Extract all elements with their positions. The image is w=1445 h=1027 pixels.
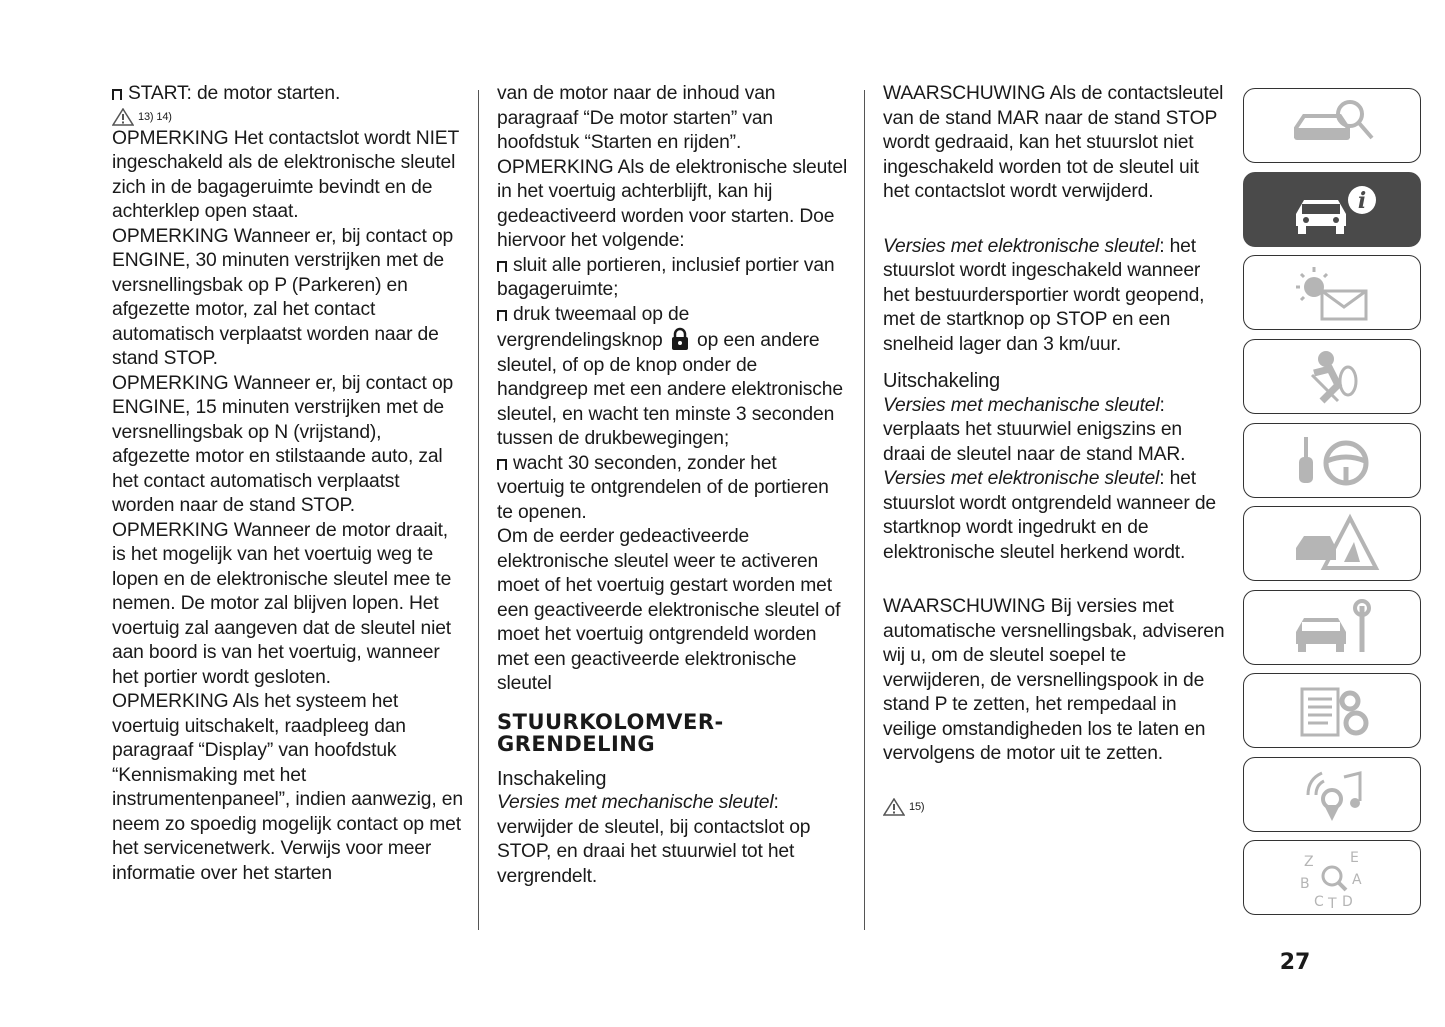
tab-technical-data[interactable] [1243,673,1421,748]
svg-text:A: A [1352,871,1362,888]
subheading: Uitschakeling [883,370,1000,392]
svg-text:D: D [1342,893,1353,910]
page-number: 27 [1279,950,1311,975]
note-paragraph: OPMERKING Als het systeem het voertuig uitschakelt, raadpleeg dan paragraaf “Display” van hoofdstuk “Kennismaking met het instrumentenpaneel”, indien aanwezig, en neem zo spoedig mogelijk contact op met het servicenetwerk. Verwijs voor meer informatie over het starten [112,691,463,884]
svg-text:E: E [1350,849,1359,866]
warning-paragraph: WAARSCHUWING Als de contactsleutel van de stand MAR naar de stand STOP wordt gedraaid, kan het stuurslot niet ingeschakeld worden tot de sleutel uit het contactslot wordt verwijderd. [883,83,1224,202]
warning-reference: 13) 14) [112,107,464,127]
subheading: Inschakeling [497,767,607,790]
airbag-safety-icon [1282,345,1382,409]
bullet-item: sluit alle portieren, inclusief portier van bagageruimte; [497,254,835,300]
multimedia-icon [1282,763,1382,827]
svg-text:Z: Z [1304,853,1314,870]
warning-triangle-icon [883,798,905,816]
column-1 [112,82,464,886]
column-divider [864,90,865,930]
svg-text:T: T [1328,895,1337,910]
warning-paragraph: WAARSCHUWING Bij versies met automatische versnellingsbak, adviseren wij u, om de sleutel soepel te verwijderen, de versnellingspook in de stand P te zetten, het rempedaal in veilige omstandigheden los te laten en vervolgens de motor uit te zetten. [883,596,1225,764]
tab-multimedia[interactable] [1243,757,1421,832]
svg-text:B: B [1300,875,1310,892]
note-paragraph: OPMERKING Als de elektronische sleutel in het voertuig achterblijft, kan hij gedeactiveerd worden voor starten. Doe hiervoor het volgende: [497,156,848,251]
section-title: STUURKOLOMVER- GRENDELING [497,709,724,756]
alphabetical-index-icon [1282,846,1382,910]
technical-data-icon [1282,679,1382,743]
note-paragraph: OPMERKING Het contactslot wordt NIET ingeschakeld als de elektronische sleutel zich in de bagageruimte bevindt en de achterklep open staat. [112,127,459,222]
warning-reference: 15) [883,797,1228,817]
paragraph: Versies met elektronische sleutel: het stuurslot wordt ingeschakeld wanneer het bestuurdersportier wordt geopend, met de startknop op STOP en een snelheid lager dan 3 km/uur. [883,235,1205,355]
car-service-icon [1282,596,1382,660]
tab-car-search[interactable] [1243,88,1421,163]
key-steering-wheel-icon [1282,429,1382,493]
bullet-icon [497,459,507,470]
tab-index[interactable] [1243,840,1421,915]
paragraph: Versies met mechanische sleutel: verplaats het stuurwiel enigszins en draai de sleutel naar de stand MAR. [883,394,1186,465]
car-search-icon [1282,94,1382,158]
warning-lights-message-icon [1282,261,1382,325]
tab-warning-lights[interactable] [1243,255,1421,330]
bullet-icon [497,310,507,321]
note-paragraph: OPMERKING Wanneer er, bij contact op ENGINE, 30 minuten verstrijken met de versnellingsbak op P (Parkeren) en afgezette motor, zal het contact automatisch verplaatst worden naar de stand STOP. [112,225,454,369]
bullet-icon [497,261,507,272]
bullet-item: wacht 30 seconden, zonder het voertuig te ontgrendelen of de portieren te openen. [497,452,829,523]
paragraph: Versies met elektronische sleutel: het stuurslot wordt ontgrendeld wanneer de startknop wordt ingedrukt en de elektronische sleutel herkend wordt. [883,468,1217,563]
tab-service[interactable] [1243,590,1421,665]
start-bullet-item: START: de motor starten. [112,82,464,107]
tab-safety[interactable] [1243,339,1421,414]
note-paragraph: OPMERKING Wanneer de motor draait, is het mogelijk van het voertuig weg te lopen en de elektronische sleutel mee te nemen. De motor zal blijven lopen. Het voertuig zal aangeven dat de sleutel niet aan boord is van het voertuig, wanneer het portier wordt gesloten. [112,519,452,688]
column-3 [883,82,1228,817]
paragraph: Versies met mechanische sleutel: verwijder de sleutel, bij contactslot op STOP, en draai het stuurwiel tot het vergrendelt. [497,792,811,887]
tab-starting-driving[interactable] [1243,423,1421,498]
paragraph: Om de eerder gedeactiveerde elektronische sleutel weer te activeren moet of het voertuig gestart worden met een geactiveerde elektronische sleutel of moet het voertuig ontgrendeld worden met een geactiveerde elektronische sleutel [497,526,841,694]
tab-car-info[interactable] [1243,172,1421,247]
column-2 [497,82,849,889]
bullet-item: druk tweemaal op de vergrendelingsknop op een andere sleutel, of op de knop onder de handgreep met een andere elektronische sleutel, en wacht ten minste 3 seconden tussen de drukbewegingen; [497,303,843,449]
tab-emergency[interactable] [1243,506,1421,581]
padlock-icon [668,327,692,351]
column-divider [478,90,479,930]
bullet-icon [112,89,122,100]
warning-triangle-icon [112,108,134,126]
paragraph: van de motor naar de inhoud van paragraaf “De motor starten” van hoofdstuk “Starten en rijden”. [497,83,776,153]
svg-text:i: i [1357,187,1367,214]
note-paragraph: OPMERKING Wanneer er, bij contact op ENGINE, 15 minuten verstrijken met de versnellingsbak op N (vrijstand), afgezette motor en stilstaande auto, zal het contact automatisch verplaatst worden naar de stand STOP. [112,372,454,516]
svg-text:C: C [1314,893,1324,910]
car-info-icon [1282,178,1382,242]
car-emergency-icon [1282,512,1382,576]
